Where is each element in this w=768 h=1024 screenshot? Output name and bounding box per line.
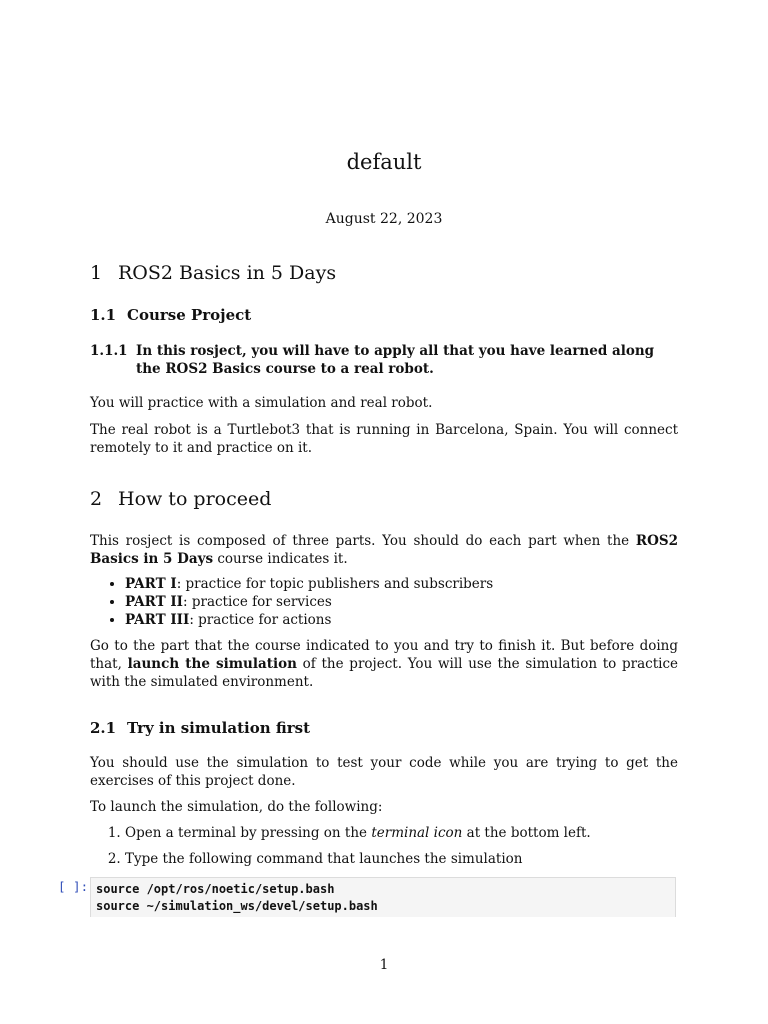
text-run: Open a terminal by pressing on the	[125, 825, 372, 841]
paragraph-rosject-parts	[90, 532, 678, 568]
part-label: PART II	[125, 594, 184, 610]
document-date: August 22, 2023	[325, 211, 443, 227]
part-label: PART I	[125, 576, 177, 592]
subsection-title: Try in simulation first	[127, 719, 311, 737]
text-run: course indicates it.	[213, 551, 348, 567]
code-cell-prompt: [ ]:	[58, 879, 89, 894]
section-title: ROS2 Basics in 5 Days	[118, 262, 337, 284]
text-run: at the bottom left.	[462, 825, 591, 841]
paragraph-real-robot: The real robot is a Turtlebot3 that is running in Barcelona, Spain. You will connect remotely to it and practice on it.	[90, 422, 678, 456]
list-item	[125, 575, 713, 593]
subsubsection-number: 1.1.1	[90, 343, 128, 359]
part-text: : practice for topic publishers and subscribers	[176, 576, 494, 592]
course-name-bold: ROS2 Basics in 5 Days	[90, 533, 678, 567]
document-title: default	[346, 150, 422, 174]
paragraph-launch-steps-intro: To launch the simulation, do the following:	[90, 799, 383, 815]
code-cell[interactable]	[90, 877, 676, 917]
paragraph-launch-simulation	[90, 637, 678, 691]
part-text: : practice for services	[183, 594, 332, 610]
terminal-icon-emphasis: terminal icon	[371, 825, 463, 841]
launch-steps-list	[90, 824, 713, 876]
section-title: How to proceed	[118, 488, 272, 510]
paragraph-use-simulation: You should use the simulation to test your code while you are trying to get the exercises of this project done.	[90, 755, 678, 789]
list-item	[125, 824, 713, 842]
section-heading-1	[90, 262, 336, 284]
section-number: 2	[90, 488, 103, 510]
list-item	[125, 611, 713, 629]
code-line: source /opt/ros/noetic/setup.bash	[96, 882, 335, 896]
parts-list	[90, 575, 713, 629]
subsection-heading-1-1	[90, 306, 251, 324]
subsubsection-title: In this rosject, you will have to apply all that you have learned along the ROS2 Basics course to a real robot.	[136, 343, 655, 377]
text-run: This rosject is composed of three parts. You should do each part when the	[90, 533, 636, 549]
code-line: source ~/simulation_ws/devel/setup.bash	[96, 899, 378, 913]
launch-simulation-bold: launch the simulation	[127, 656, 297, 672]
paragraph-practice: You will practice with a simulation and real robot.	[90, 395, 433, 411]
part-text: : practice for actions	[189, 612, 332, 628]
subsection-title: Course Project	[127, 306, 252, 324]
list-item	[125, 850, 713, 868]
subsubsection-heading-1-1-1	[90, 342, 680, 378]
text-run: Go to the part that the course indicated to you and try to finish it. But before doing that,	[90, 638, 678, 672]
section-number: 1	[90, 262, 103, 284]
subsection-heading-2-1	[90, 719, 310, 737]
section-heading-2	[90, 488, 271, 510]
text-run: Type the following command that launches the simulation	[125, 851, 523, 867]
subsection-number: 1.1	[90, 306, 117, 324]
text-run: of the project. You will use the simulation to practice with the simulated environment.	[90, 656, 678, 690]
part-label: PART III	[125, 612, 190, 628]
subsection-number: 2.1	[90, 719, 117, 737]
page-number: 1	[379, 957, 389, 973]
list-item	[125, 593, 713, 611]
